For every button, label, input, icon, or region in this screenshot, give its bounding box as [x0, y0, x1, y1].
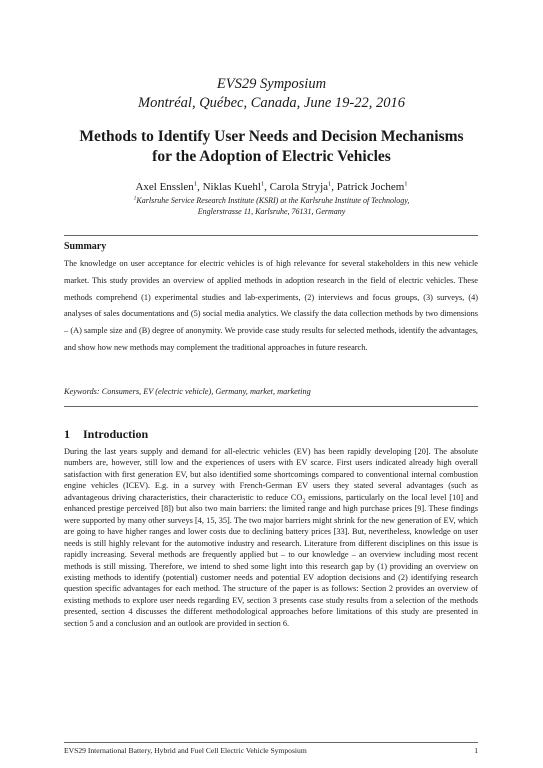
keywords: Keywords: Consumers, EV (electric vehicle), Germany, market, marketing [64, 387, 311, 396]
introduction-body: During the last years supply and demand for all-electric vehicles (EV) has been rapidly developing [20]. The absolute numbers are, however, still low and the experiences of users with EV scarce. First users indicated already high overall satisfaction with first generation EV, but also identified some shortcomings compared to conventional internal combustion engine vehicles (ICEV). E.g. in a survey with French-German EV users they stated several advantages (such as advantageous driving characteristics, their characteristic to reduce $CO_2$ emissions, particularly on the local level [10] and enhanced prestige perceived [8]) but also two main barriers: the limited range and high purchase prices [9]. These findings were supported by many other surveys [4, 15, 35]. The two major barriers might shrink for the new generation of EV, which are going to have higher ranges and lower costs due to declining battery prices [33]. But, nevertheless, knowledge on user needs is still highly relevant for the automotive industry and research. Literature from different disciplines on this issue is rapidly increasing. Several methods are frequently applied but – to our knowledge – an overview including most recent methods is still missing. Therefore, we intend to shed some light into this research gap by (1) providing an overview on existing methods to identify (potential) customer needs and potential EV adoption decisions and (2) identifying research question specific advantages for each method. The structure of the paper is as follows: Section 2 provides an overview of existing methods to explore user needs regarding EV, section 3 presents case study results from a selection of the methods presented, section 4 discusses the different methodological approaches before limitations of this study are presented in section 5 and a conclusion and an outlook are provided in section 6. [64, 447, 478, 628]
author: Carola Stryja$^1$, [269, 180, 337, 193]
subscript-2: 2 [302, 498, 306, 505]
affiliation-line-2: Englerstrasse 11, Karlsruhe, 76131, Germany [197, 206, 346, 216]
footer-rule [64, 742, 478, 743]
section-heading [64, 427, 148, 442]
conference-name: EVS29 Symposium [216, 76, 327, 92]
footer-text: EVS29 International Battery, Hybrid and Fuel Cell Electric Vehicle Symposium [64, 746, 307, 755]
page-footer [64, 746, 478, 756]
affiliation [0, 196, 543, 217]
author-list [0, 180, 543, 194]
title-line-2: for the Adoption of Electric Vehicles [152, 148, 391, 165]
paper-title [40, 127, 503, 167]
author: Patrick Jochem$^1$ [336, 180, 408, 193]
title-line-1: Methods to Identify User Needs and Decision Mechanisms [79, 128, 464, 145]
conference-location: Montréal, Québec, Canada, June 19-22, 2016 [138, 95, 405, 111]
section-number: 1 [64, 427, 70, 441]
section-title: Introduction [83, 427, 149, 441]
summary-heading: Summary [64, 241, 107, 252]
author: Axel Ensslen$^1$, [135, 180, 203, 193]
summary-bottom-rule [64, 406, 478, 407]
affiliation-line-1: $^1$Karlsruhe Service Research Institute (KSRI) at the Karlsruhe Institute of Technology, [133, 195, 410, 205]
summary-body: The knowledge on user acceptance for electric vehicles is of high relevance for several stakeholders in this new vehicle market. This study provides an overview of applied methods in adoption research in the field of electric vehicles. These methods comprehend (1) experimental studies and lab-experiments, (2) interviews and focus groups, (3) surveys, (4) analyses of sales documentations and (5) social media analytics. We classify the data collection methods by two dimensions – (A) sample size and (B) degree of anonymity. We provide case study results for selected methods, identify the advantages, and show how new methods may complement the traditional approaches in future research. [64, 259, 478, 352]
author: Niklas Kuehl$^1$, [202, 180, 270, 193]
page-number: 1 [474, 746, 478, 755]
summary-top-rule [64, 235, 478, 236]
